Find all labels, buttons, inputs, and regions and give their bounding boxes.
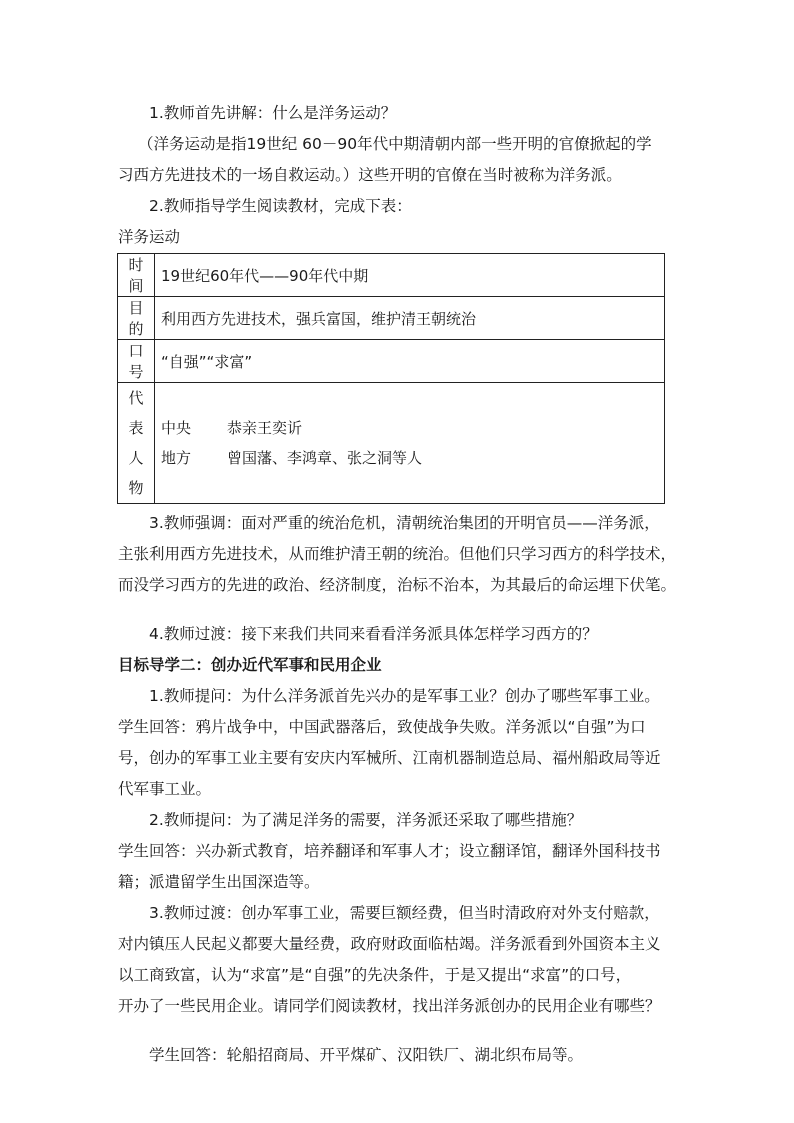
teacher-question-military: 1.教师提问：为什么洋务派首先兴办的是军事工业？创办了哪些军事工业。 — [149, 687, 660, 705]
teacher-transition-civil-line-1: 3.教师过渡：创办军事工业，需要巨额经费，但当时清政府对外支付赔款， — [149, 904, 660, 922]
teacher-question-measures: 2.教师提问：为了满足洋务的需要，洋务派还采取了哪些措施？ — [149, 811, 583, 829]
rep-central-value: 恭亲王奕䜣 — [227, 419, 303, 437]
table-title: 洋务运动 — [118, 228, 181, 246]
teacher-transition-civil-line-3: 以工商致富，认为“求富”是“自强”的先决条件，于是又提出“求富”的口号， — [118, 966, 632, 984]
table-label-representatives — [118, 383, 155, 504]
teacher-transition-4: 4.教师过渡：接下来我们共同来看看洋务派具体怎样学习西方的？ — [149, 625, 598, 643]
teacher-transition-civil-line-2: 对内镇压人民起义都要大量经费，政府财政面临枯竭。洋务派看到外国资本主义 — [118, 935, 661, 953]
table-row-purpose — [118, 297, 665, 340]
teacher-emphasis-line-3: 而没学习西方的先进的政治、经济制度，治标不治本，为其最后的命运埋下伏笔。 — [118, 576, 677, 594]
definition-line-1: （洋务运动是指19世纪 60－90年代中期清朝内部一些开明的官僚掀起的学 — [138, 135, 652, 153]
rep-label-line-2: 人物 — [128, 449, 144, 497]
table-value: 利用西方先进技术，强兵富国，维护清王朝统治 — [155, 297, 665, 340]
student-answer-military-line-2: 号，创办的军事工业主要有安庆内军械所、江南机器制造总局、福州船政局等近 — [118, 749, 661, 767]
table-label: 时间 — [118, 254, 155, 297]
rep-central-key: 中央 — [161, 419, 192, 437]
table-value: 19世纪60年代——90年代中期 — [155, 254, 665, 297]
rep-local-row — [161, 443, 658, 473]
teacher-emphasis-line-1: 3.教师强调：面对严重的统治危机，清朝统治集团的开明官员——洋务派， — [149, 514, 660, 532]
student-answer-measures-line-2: 籍；派遣留学生出国深造等。 — [118, 873, 320, 891]
table-value: “自强”“求富” — [155, 340, 665, 383]
document-body — [118, 98, 688, 1071]
table-row-representatives — [118, 383, 665, 504]
rep-local-key: 地方 — [161, 449, 192, 467]
definition-line-2: 习西方先进技术的一场自救运动。）这些开明的官僚在当时被称为洋务派。 — [118, 166, 622, 184]
table-label: 口号 — [118, 340, 155, 383]
rep-local-value: 曾国藩、李鸿章、张之洞等人 — [227, 449, 423, 467]
student-answer-measures-line-1: 学生回答：兴办新式教育，培养翻译和军事人才；设立翻译馆，翻译外国科技书 — [118, 842, 661, 860]
rep-central-row — [161, 413, 658, 443]
teacher-transition-civil-line-4: 开办了一些民用企业。请同学们阅读教材，找出洋务派创办的民用企业有哪些？ — [118, 997, 661, 1015]
student-answer-military-line-3: 代军事工业。 — [118, 780, 212, 798]
student-answer-civil: 学生回答：轮船招商局、开平煤矿、汉阳铁厂、湖北织布局等。 — [149, 1046, 584, 1064]
student-answer-military-line-1: 学生回答：鸦片战争中，中国武器落后，致使战争失败。洋务派以“自强”为口 — [118, 718, 646, 736]
westernization-table — [117, 253, 665, 504]
section-heading-goal-2: 目标导学二：创办近代军事和民用企业 — [118, 656, 382, 674]
table-value-representatives — [155, 383, 665, 504]
table-row-slogan — [118, 340, 665, 383]
table-row-time — [118, 254, 665, 297]
table-label: 目的 — [118, 297, 155, 340]
teacher-instruction-2: 2.教师指导学生阅读教材，完成下表： — [149, 197, 412, 215]
rep-label-line-1: 代表 — [128, 389, 144, 437]
teacher-question-1: 1.教师首先讲解：什么是洋务运动？ — [149, 104, 397, 122]
teacher-emphasis-line-2: 主张利用西方先进技术，从而维护清王朝的统治。但他们只学习西方的科学技术， — [118, 545, 677, 563]
